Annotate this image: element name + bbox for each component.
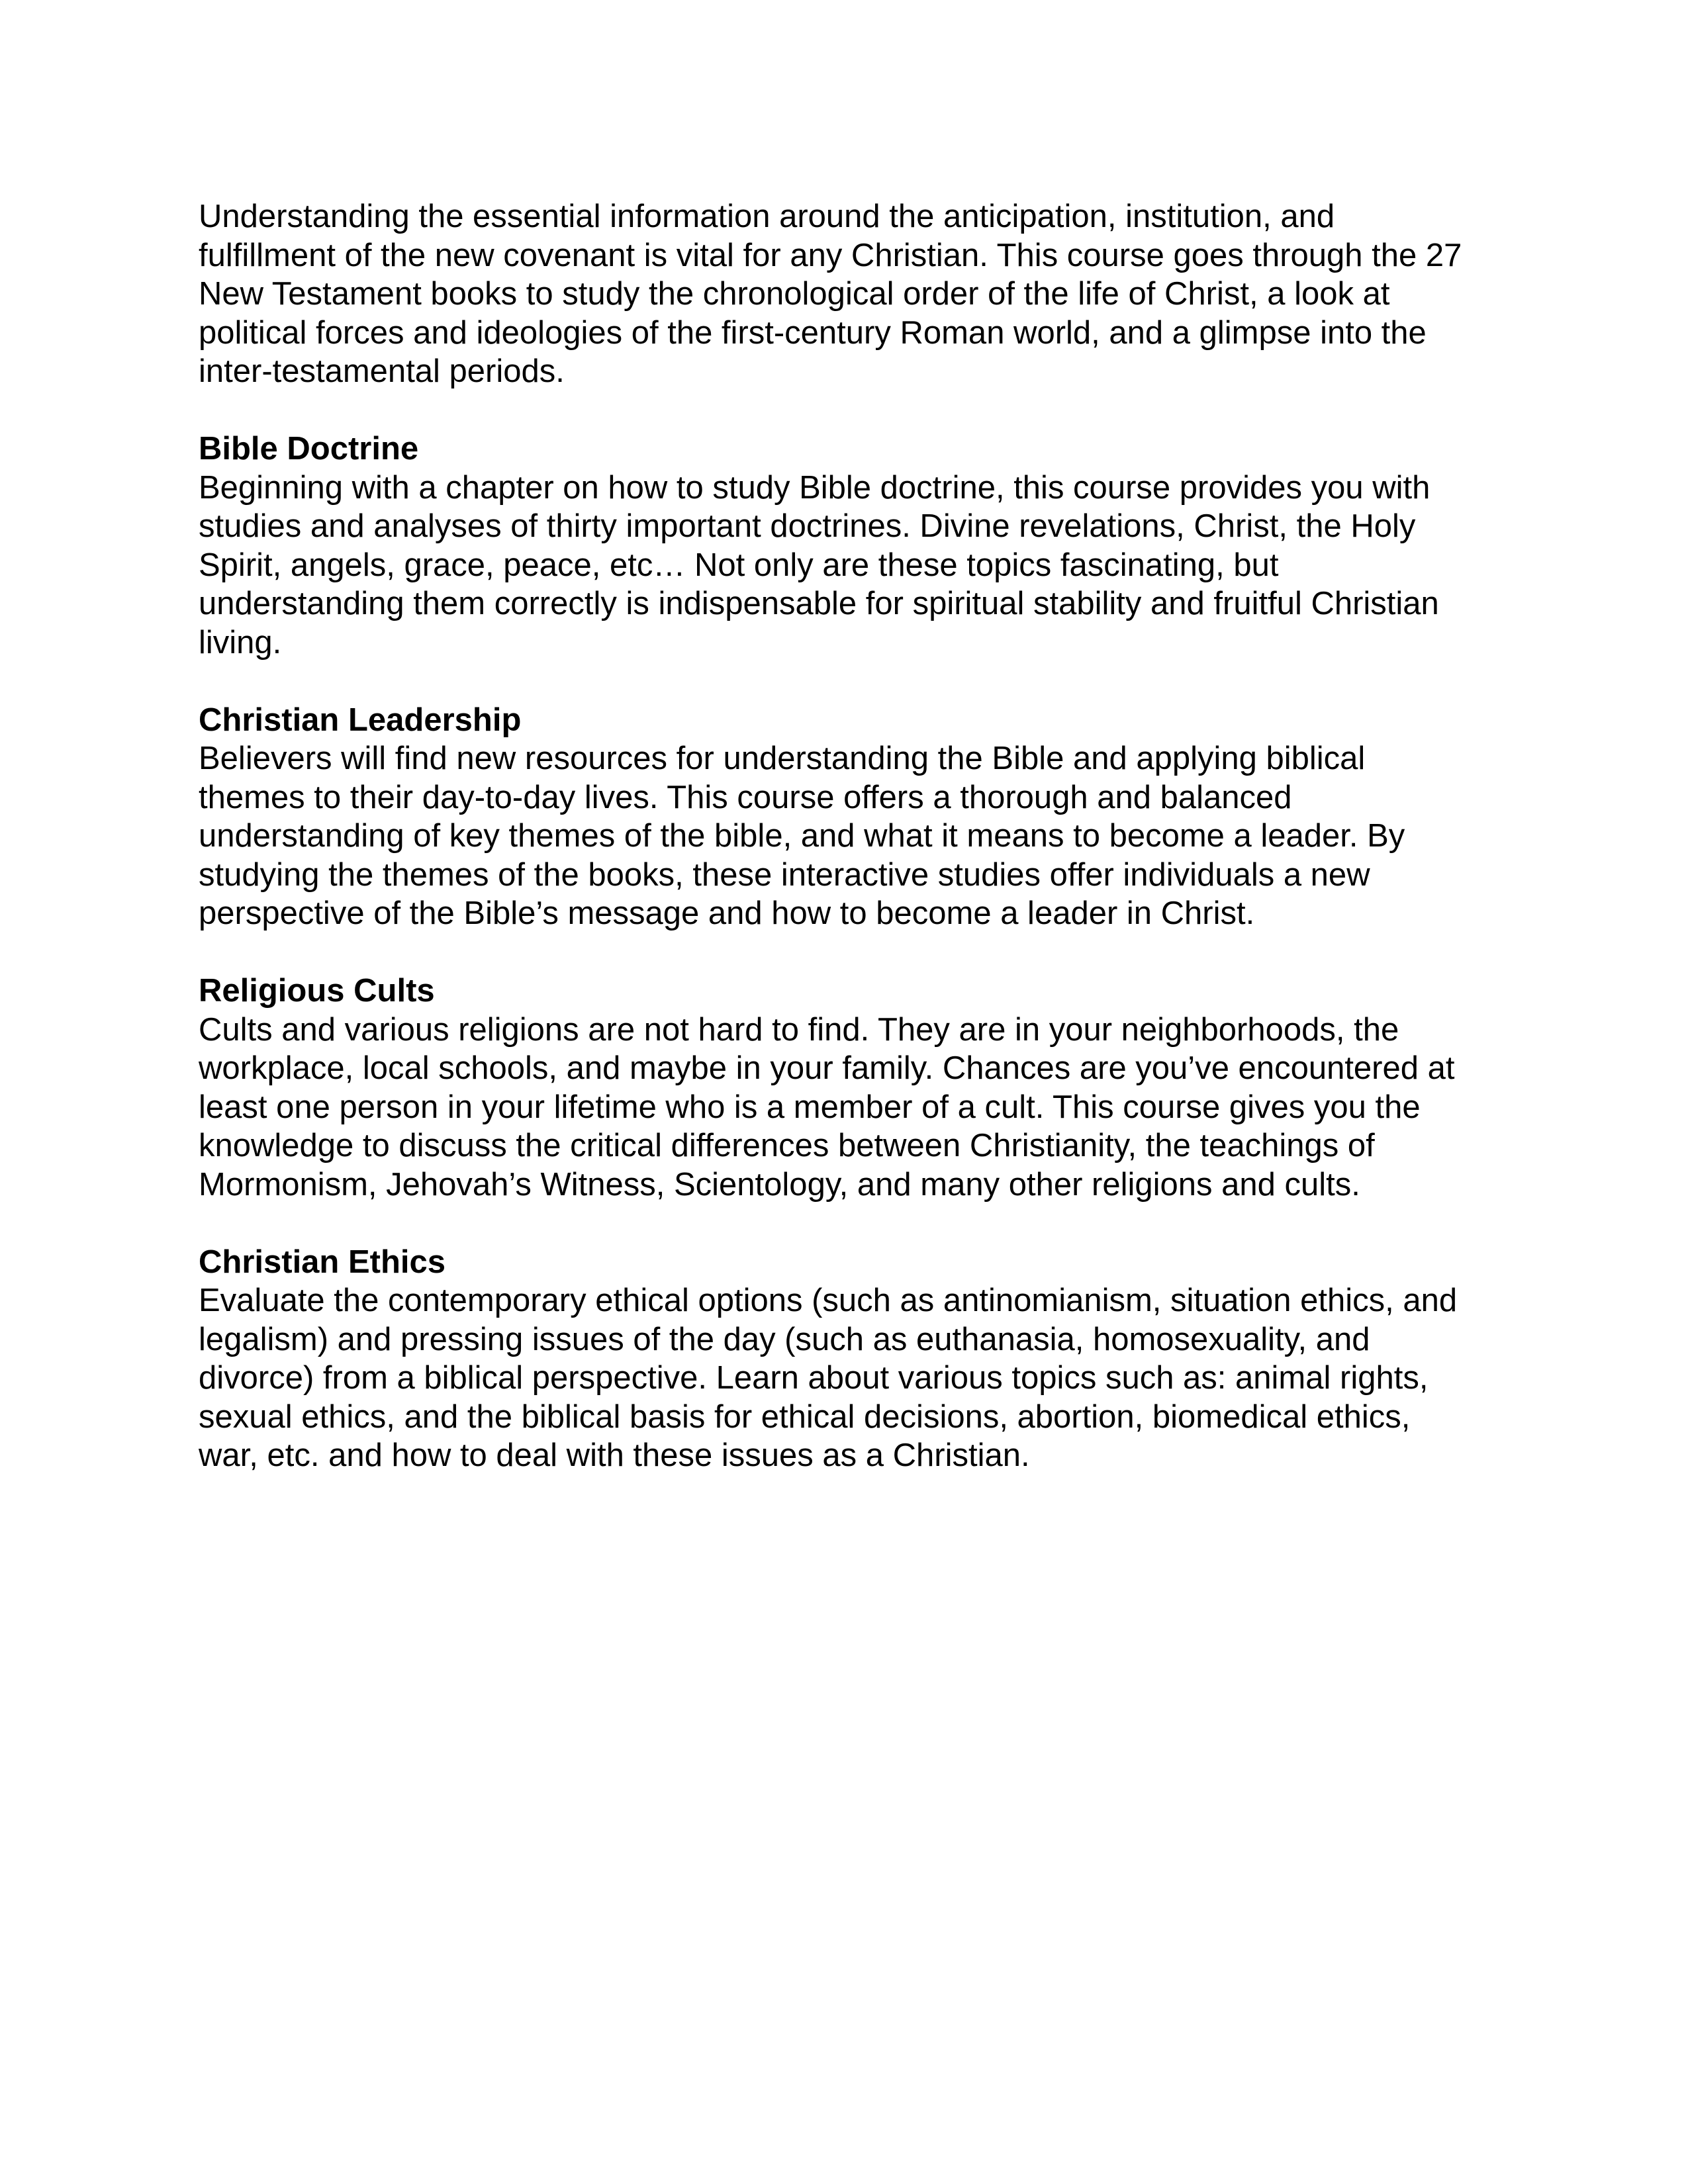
text-line: understanding them correctly is indispensable for spiritual stability and fruitful Christian <box>199 586 1439 621</box>
text-line: inter-testamental periods. <box>199 353 565 389</box>
text-line: legalism) and pressing issues of the day (such as euthanasia, homosexuality, and <box>199 1321 1370 1357</box>
section-heading: Bible Doctrine <box>199 431 419 467</box>
section-heading: Christian Leadership <box>199 702 522 738</box>
section-heading: Religious Cults <box>199 973 435 1009</box>
section-paragraph <box>199 1011 1496 1205</box>
section-heading: Christian Ethics <box>199 1244 446 1280</box>
text-line: Cults and various religions are not hard to find. They are in your neighborhoods, the <box>199 1011 1399 1048</box>
section-christian-leadership <box>199 701 1496 933</box>
text-line: workplace, local schools, and maybe in your family. Chances are you’ve encountered at <box>199 1050 1455 1086</box>
text-line: New Testament books to study the chronological order of the life of Christ, a look at <box>199 276 1390 312</box>
text-line: fulfillment of the new covenant is vital for any Christian. This course goes through the 27 <box>199 237 1462 273</box>
text-line: knowledge to discuss the critical differences between Christianity, the teachings of <box>199 1128 1375 1163</box>
text-line: Mormonism, Jehovah’s Witness, Scientology, and many other religions and cults. <box>199 1166 1360 1203</box>
section-religious-cults <box>199 972 1496 1204</box>
text-line: political forces and ideologies of the first-century Roman world, and a glimpse into the <box>199 314 1427 351</box>
text-line: studies and analyses of thirty important doctrines. Divine revelations, Christ, the Holy <box>199 508 1416 544</box>
text-line: Understanding the essential information around the anticipation, institution, and <box>199 199 1335 234</box>
intro-paragraph <box>199 197 1496 391</box>
section-christian-ethics <box>199 1243 1496 1475</box>
text-line: divorce) from a biblical perspective. Learn about various topics such as: animal rights, <box>199 1360 1429 1396</box>
section-paragraph <box>199 739 1496 933</box>
text-line: understanding of key themes of the bible, and what it means to become a leader. By <box>199 818 1405 854</box>
section-paragraph <box>199 469 1496 662</box>
text-line: studying the themes of the books, these interactive studies offer individuals a new <box>199 856 1370 893</box>
text-line: living. <box>199 624 282 660</box>
text-line: war, etc. and how to deal with these issues as a Christian. <box>199 1437 1030 1473</box>
document-body <box>199 197 1496 1475</box>
section-paragraph <box>199 1281 1496 1475</box>
text-line: Evaluate the contemporary ethical options (such as antinomianism, situation ethics, and <box>199 1283 1458 1318</box>
section-bible-doctrine <box>199 430 1496 662</box>
text-line: Believers will find new resources for understanding the Bible and applying biblical <box>199 741 1366 776</box>
text-line: Spirit, angels, grace, peace, etc… Not only are these topics fascinating, but <box>199 547 1279 583</box>
text-line: perspective of the Bible’s message and how to become a leader in Christ. <box>199 895 1255 931</box>
text-line: least one person in your lifetime who is a member of a cult. This course gives you the <box>199 1089 1421 1125</box>
text-line: sexual ethics, and the biblical basis for ethical decisions, abortion, biomedical ethics, <box>199 1398 1411 1435</box>
text-line: themes to their day-to-day lives. This course offers a thorough and balanced <box>199 779 1292 815</box>
text-line: Beginning with a chapter on how to study Bible doctrine, this course provides you with <box>199 469 1430 506</box>
